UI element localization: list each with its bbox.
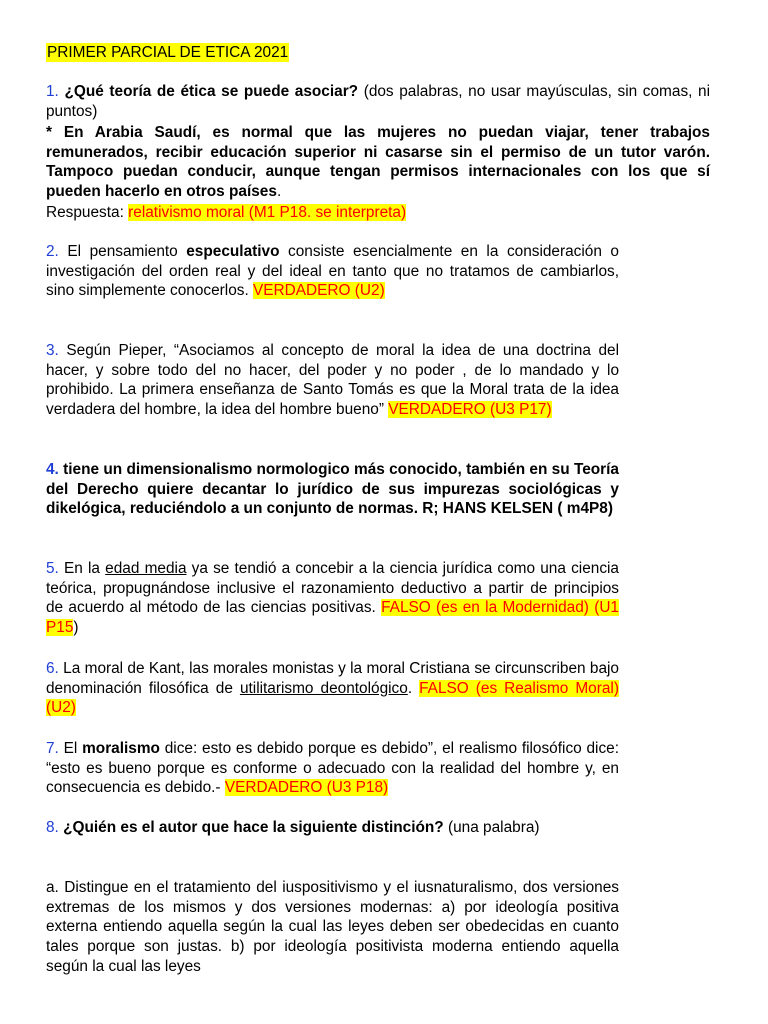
- question-3: 3. Según Pieper, “Asociamos al concepto de moral la idea de una doctrina del hacer, y sobre todo del no hacer, del poder y no poder , de lo mandado y lo prohibido. La primera enseñanza de Santo Tomás es que la Moral trata de la idea verdadera del hombre, la idea del hombre bueno” VERDADERO (U3 P17): [46, 342, 619, 419]
- question-text: ¿Quién es el autor que hace la siguiente distinción?: [58, 819, 444, 836]
- answer-highlight: FALSO (es Realismo Moral) (U2): [46, 679, 619, 717]
- question-number: 7.: [46, 740, 59, 757]
- statement-text: a. Distingue en el tratamiento del iuspositivismo y el iusnaturalismo, dos versiones extremas de los mismos y dos versiones modernas: a) por ideología positiva externa entiendo aquella según la cual las leyes deben ser obedecidas en cuanto tales porque son justas. b) por ideología positivista moderna entiendo aquella según la cual las leyes: [46, 879, 619, 975]
- question-number: 3.: [46, 342, 59, 359]
- question-text: ¿Qué teoría de ética se puede asociar?: [64, 83, 359, 100]
- question-number: 1.: [46, 83, 59, 100]
- page-title: PRIMER PARCIAL DE ETICA 2021: [47, 44, 289, 61]
- answer-highlight: FALSO (es en la Modernidad) (U1 P15: [46, 599, 619, 637]
- question-1-statement: * En Arabia Saudí, es normal que las mujeres no puedan viajar, tener trabajos remunerados, recibir educación superior ni casarse sin el permiso de un tutor varón. Tampoco puedan conducir, aunque tengan permisos internacionales con los que sí pueden hacerlo en otros países.: [46, 124, 710, 201]
- answer-highlight: VERDADERO (U2): [253, 282, 385, 300]
- question-4: 4. tiene un dimensionalismo normologico más conocido, también en su Teoría del Derecho quiere decantar lo jurídico de sus impurezas sociológicas y dikelógica, reduciéndolo a un conjunto de normas. R; HANS KELSEN ( m4P8): [46, 461, 619, 518]
- question-number: 6.: [46, 660, 59, 677]
- question-instructions: (una palabra): [443, 819, 540, 836]
- question-number: 8.: [46, 819, 59, 836]
- underlined-term: utilitarismo deontológico: [239, 679, 408, 697]
- question-instructions: (dos palabras, no usar mayúsculas, sin comas, ni puntos): [46, 83, 710, 120]
- question-2: 2. El pensamiento especulativo consiste esencialmente en la consideración o investigación del orden real y del ideal en tanto que no tratamos de cambiarlos, sino simplemente conocerlos. VERDADERO (U2): [46, 243, 619, 300]
- question-5: 5. En la edad media ya se tendió a concebir a la ciencia jurídica como una ciencia teórica, propugnándose inclusive el razonamiento deductivo a partir de principios de acuerdo al método de las ciencias positivas. FALSO (es en la Modernidad) (U1 P15): [46, 560, 619, 637]
- question-8: [46, 818, 619, 838]
- underlined-term: edad media: [105, 560, 187, 577]
- question-number: 5.: [46, 560, 59, 577]
- question-number: 2.: [46, 243, 59, 260]
- keyword: moralismo: [82, 740, 160, 757]
- answer-highlight: VERDADERO (U3 P18): [224, 779, 389, 797]
- question-1: [46, 82, 710, 121]
- answer-highlight: VERDADERO (U3 P17): [388, 401, 552, 419]
- question-7: 7. El moralismo dice: esto es debido porque es debido”, el realismo filosófico dice: “esto es bueno porque es conforme o adecuado con la realidad del hombre y, en consecuencia es debido.- VERDADERO (U3 P18): [46, 740, 619, 797]
- answer-label: Respuesta:: [46, 204, 129, 221]
- answer-highlight: relativismo moral (M1 P18. se interpreta): [128, 204, 407, 221]
- keyword: especulativo: [186, 243, 280, 260]
- question-6: 6. La moral de Kant, las morales monistas y la moral Cristiana se circunscriben bajo denominación filosófica de utilitarismo deontológico. FALSO (es Realismo Moral) (U2): [46, 660, 619, 717]
- question-1-answer-line: [46, 203, 710, 223]
- question-8-statement: [46, 878, 619, 977]
- statement-text: * En Arabia Saudí, es normal que las mujeres no puedan viajar, tener trabajos remunerados, recibir educación superior ni casarse sin el permiso de un tutor varón. Tampoco puedan conducir, aunque tengan permisos internacionales con los que sí pueden hacerlo en otros países: [46, 124, 710, 201]
- question-number: 4.: [46, 461, 59, 478]
